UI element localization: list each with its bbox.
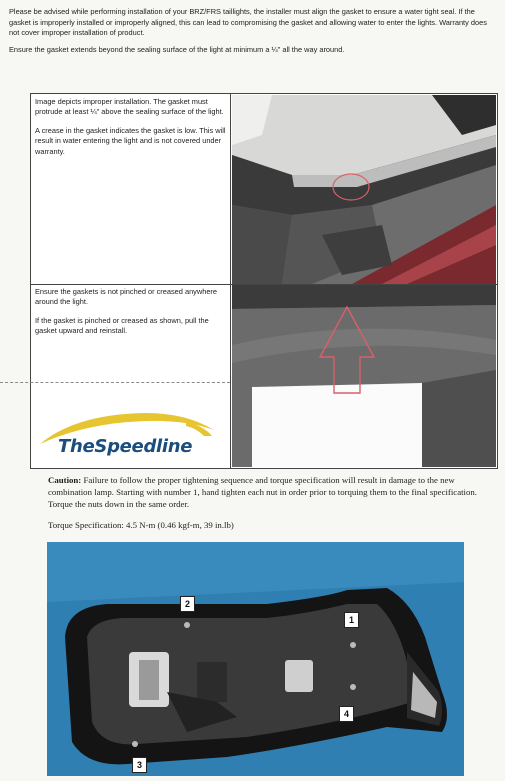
intro-paragraph-2: Ensure the gasket extends beyond the sealing surface of the light at minimum a ¼" all the way around. (9, 44, 345, 54)
nut-label-4: 4 (339, 706, 354, 722)
nut-label-3: 3 (132, 757, 147, 773)
row1-text-cell (35, 97, 227, 165)
taillight-nut-sequence-photo (47, 542, 464, 776)
row1-text-2: A crease in the gasket indicates the gasket is low. This will result in water entering the light and is not covered under warranty. (35, 125, 226, 156)
scan-line-artifact (0, 382, 230, 384)
caution-text: Failure to follow the proper tightening sequence and torque specification will result in damage to the new combination lamp. Starting with number 1, hand tighten each nut in order prior to torquing them to the final specification. Torque the nuts down in the same order. (48, 475, 477, 509)
row1-text-1: Image depicts improper installation. The gasket must protrude at least ¼" above the sealing surface of the light. (35, 97, 224, 117)
nut-label-2: 2 (180, 596, 195, 612)
intro-text (9, 7, 497, 61)
pinched-gasket-photo (232, 285, 496, 467)
improper-gasket-photo (232, 95, 496, 284)
row2-text-2: If the gasket is pinched or creased as shown, pull the gasket upward and reinstall. (35, 315, 209, 336)
intro-paragraph-1: Please be advised while performing installation of your BRZ/FRS taillights, the installer must align the gasket to ensure a water tight seal. If the gasket is improperly installed or improperly aligned, this can lead to compromising the gasket and allowing water to enter the lights. Warranty does not cover improper installation of product. (9, 7, 487, 38)
caution-paragraph (48, 475, 488, 510)
row2-text-cell (35, 287, 227, 345)
logo-text: TheSpeedline (58, 436, 193, 457)
row2-text-1: Ensure the gaskets is not pinched or creased anywhere around the light. (35, 287, 217, 307)
thespeedline-logo (36, 408, 226, 464)
nut-label-1: 1 (344, 612, 359, 628)
torque-specification: Torque Specification: 4.5 N-m (0.46 kgf-m, 39 in.lb) (48, 520, 234, 530)
caution-label: Caution: (48, 475, 82, 485)
table-divider-vertical (230, 94, 231, 468)
